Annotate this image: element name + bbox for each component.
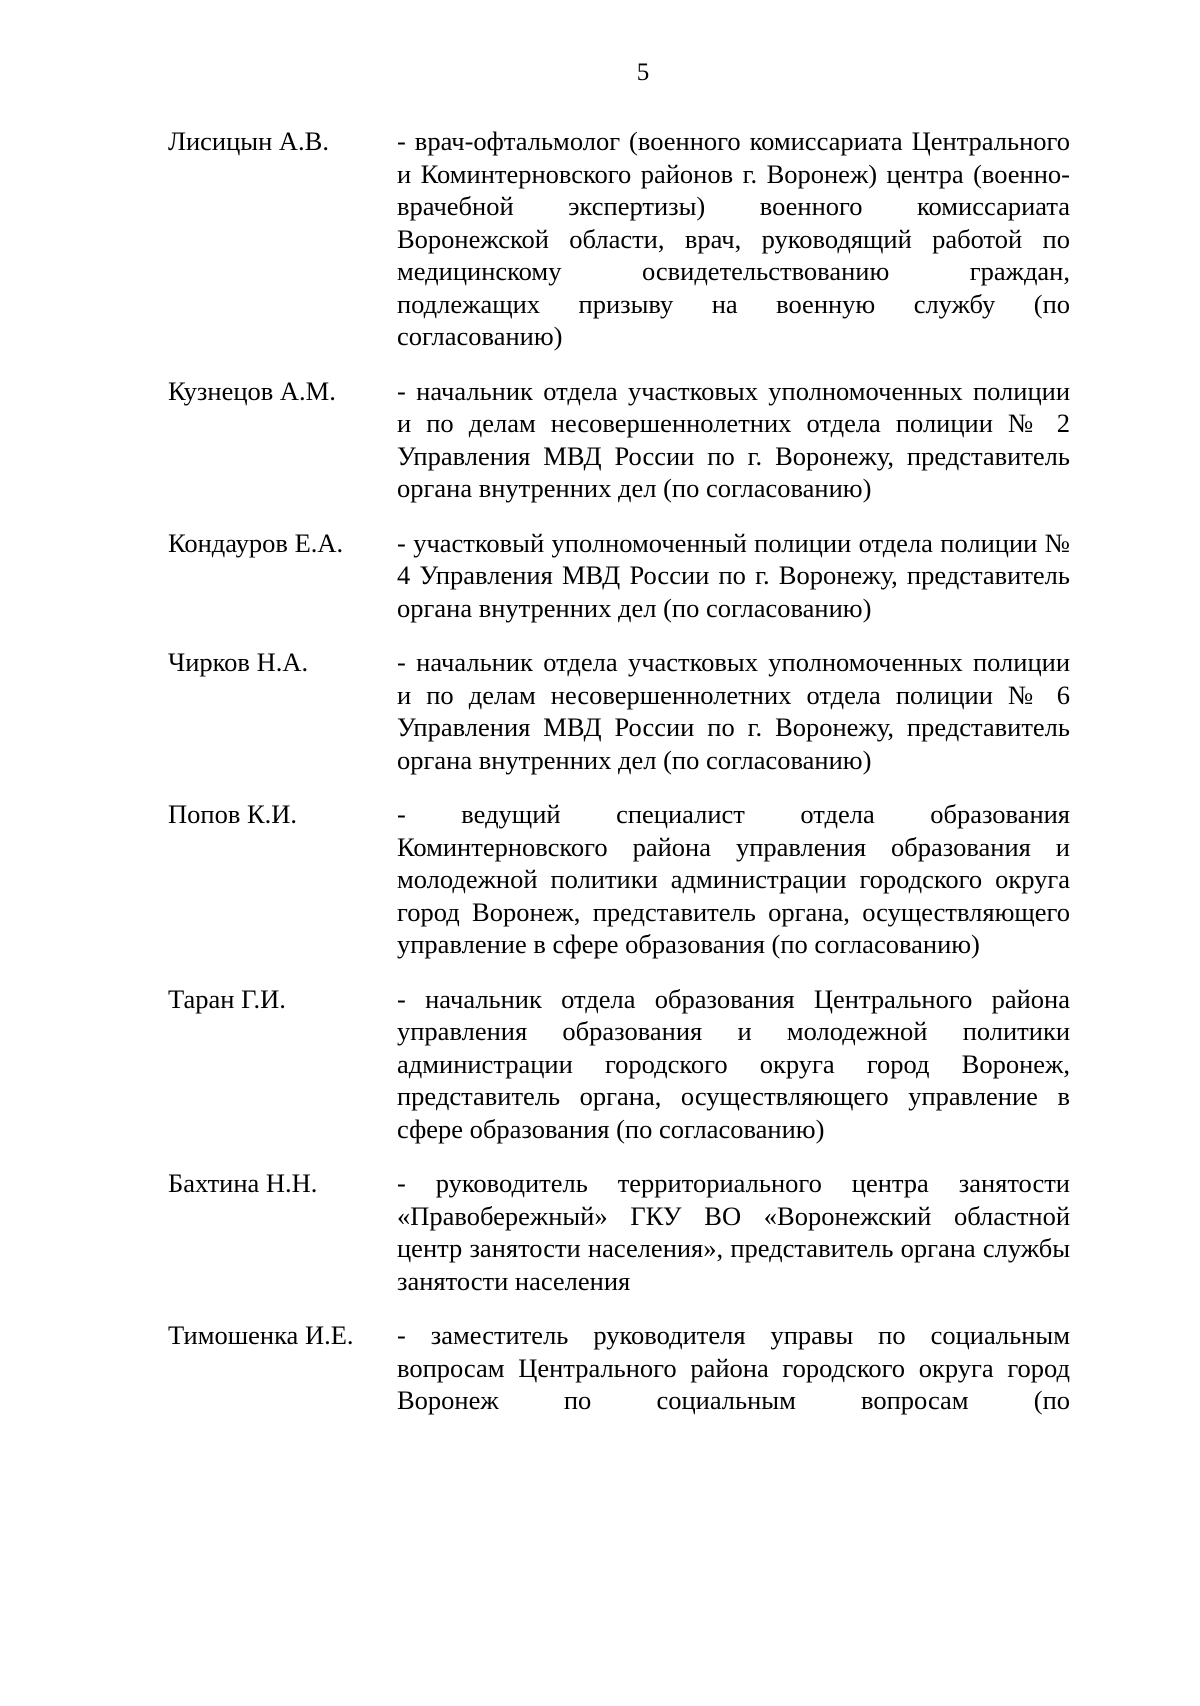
member-role: - участковый уполномоченный полиции отдела полиции № 4 Управления МВД России по г. Воронежу, представитель органа внутренних дел (по согласованию) xyxy=(397,527,1070,623)
list-item xyxy=(168,646,1070,776)
member-role: - заместитель руководителя управы по социальным вопросам Центрального района городского округа город Воронеж по социальным вопросам (по xyxy=(397,1320,1070,1415)
list-item xyxy=(168,527,1070,625)
member-name: Попов К.И. xyxy=(168,799,298,829)
list-item xyxy=(168,1167,1070,1297)
member-name: Бахтина Н.Н. xyxy=(168,1168,318,1198)
member-role: - начальник отдела участковых уполномоченных полиции и по делам несовершеннолетних отдела полиции № 2 Управления МВД России по г. Воронежу, представитель органа внутренних дел (по согласованию) xyxy=(397,375,1070,503)
list-item xyxy=(168,125,1070,353)
member-role: - руководитель территориального центра занятости «Правобережный» ГКУ ВО «Воронежский областной центр занятости населения», представитель органа службы занятости населения xyxy=(397,1168,1070,1296)
member-role: - ведущий специалист отдела образования Коминтерновского района управления образования и молодежной политики администрации городского округа город Воронеж, представитель органа, осуществляющего управление в сфере образования (по согласованию) xyxy=(397,799,1070,959)
member-name: Таран Г.И. xyxy=(168,983,286,1014)
list-item xyxy=(168,375,1070,505)
page-number: 5 xyxy=(636,59,650,86)
member-name: Лисицын А.В. xyxy=(168,126,329,156)
member-role: - врач-офтальмолог (военного комиссариата Центрального и Коминтерновского районов г. Воронеж) центра (военно-врачебной экспертизы) военного комиссариата Воронежской области, врач, руководящий работой по медицинскому освидетельствованию граждан, подлежащих призыву на военную службу (по согласованию) xyxy=(397,126,1070,351)
commission-members-list xyxy=(168,125,1070,1439)
list-item xyxy=(168,798,1070,961)
list-item xyxy=(168,1319,1070,1417)
list-item xyxy=(168,983,1070,1146)
member-name: Тимошенка И.Е. xyxy=(168,1320,354,1350)
member-name: Кондауров Е.А. xyxy=(168,527,344,558)
member-name: Кузнецов А.М. xyxy=(168,375,336,406)
member-role: - начальник отдела участковых уполномоченных полиции и по делам несовершеннолетних отдела полиции № 6 Управления МВД России по г. Воронежу, представитель органа внутренних дел (по согласованию) xyxy=(397,647,1070,775)
member-role: - начальник отдела образования Центрального района управления образования и молодежной политики администрации городского округа город Воронеж, представитель органа, осуществляющего управление в сфере образования (по согласованию) xyxy=(397,983,1070,1144)
member-name: Чирков Н.А. xyxy=(168,647,309,677)
